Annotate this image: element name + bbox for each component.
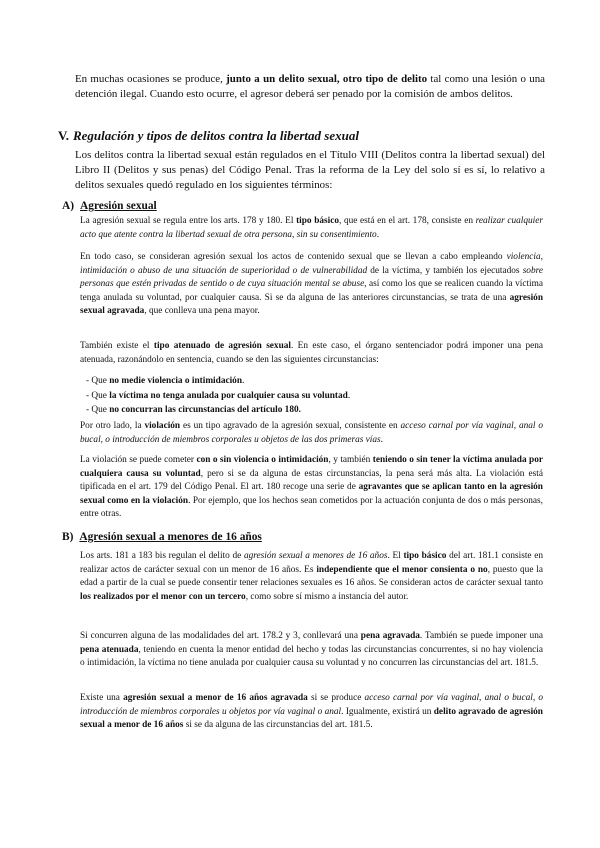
subsection-a-paragraph-1: La agresión sexual se regula entre los arts. 178 y 180. El tipo básico, que está en el art. 178, consiste en realizar cualquier acto que atente contra la libertad sexual de otra persona, sin su consentimiento. xyxy=(80,216,543,240)
subsection-b-paragraph-1: Los arts. 181 a 183 bis regulan el delito de agresión sexual a menores de 16 años. El tipo básico del art. 181.1 consiste en realizar actos de carácter sexual con un menor de 16 años. Es independiente que el menor consienta o no, puesto que la edad a partir de la cual se puede consentir tener relaciones sexuales es 16 años. Se consideran actos de carácter sexual tanto los realizados por el menor con un tercero, como sobre sí mismo a instancia del autor. xyxy=(80,551,544,602)
section-number: V. xyxy=(58,128,69,143)
subsection-a-paragraph-3: También existe el tipo atenuado de agresión sexual. En este caso, el órgano sentenciador podrá imponer una pena atenuada, razonándolo en sentencia, cuando se den las siguientes circunstancias: xyxy=(80,341,544,365)
subsection-a-heading: A) Agresión sexual xyxy=(62,200,157,212)
subsection-a-paragraph-5: La violación se puede cometer con o sin violencia o intimidación, y también teniendo o sin tener la víctima anulada por cualquiera causa su voluntad, pero si se da alguna de estas circunstancias, la pena será más alta. La violación está tipificada en el art. 179 del Código Penal. El art. 180 recoge una serie de agravantes que se aplican tanto en la agresión sexual como en la violación. Por ejemplo, que los hechos sean cometidos por la actuación conjunta de dos o más personas, entre otras. xyxy=(80,455,543,519)
subsection-a-paragraph-4: Por otro lado, la violación es un tipo agravado de la agresión sexual, consistente en acceso carnal por vía vaginal, anal o bucal, o introducción de miembros corporales u objetos de las dos primeras vías. xyxy=(80,421,544,445)
list-item: - Que la víctima no tenga anulada por cualquier causa su voluntad. xyxy=(86,389,350,404)
section-title: Regulación y tipos de delitos contra la libertad sexual xyxy=(72,128,359,143)
section-intro: Los delitos contra la libertad sexual están regulados en el Título VIII (Delitos contra la libertad sexual) del Libro II (Delitos y sus penas) del Código Penal. Tras la reforma de la Ley del solo sí es sí, lo relativo a delitos sexuales quedó regulado en los siguientes términos: xyxy=(75,149,545,191)
section-heading xyxy=(58,128,359,144)
subsection-b-paragraph-3: Existe una agresión sexual a menor de 16 años agravada si se produce acceso carnal por vía vaginal, anal o bucal, o introducción de miembros corporales u objetos por vía vaginal o anal. Igualmente, existirá un delito agravado de agresión sexual a menor de 16 años si se da alguna de las circunstancias del art. 181.5. xyxy=(80,693,543,730)
list-item: - Que no concurran las circunstancias del artículo 180. xyxy=(86,403,350,418)
subsection-b-heading: B) Agresión sexual a menores de 16 años xyxy=(62,531,262,543)
subsection-b-paragraph-2: Si concurren alguna de las modalidades del art. 178.2 y 3, conllevará una pena agravada. También se puede imponer una pena atenuada, teniendo en cuenta la menor entidad del hecho y todas las circunstancias concurrentes, si no hay violencia o intimidación, la víctima no tiene anulada por cualquier causa su voluntad y no concurren las circunstancias del art. 181.5. xyxy=(80,631,543,668)
list-item: - Que no medie violencia o intimidación. xyxy=(86,374,350,389)
intro-paragraph: En muchas ocasiones se produce, junto a un delito sexual, otro tipo de delito tal como una lesión o una detención ilegal. Cuando esto ocurre, el agresor deberá ser penado por la comisión de ambos delitos. xyxy=(75,73,545,100)
circumstances-list xyxy=(86,374,350,418)
subsection-a-paragraph-2: En todo caso, se consideran agresión sexual los actos de contenido sexual que se llevan a cabo empleando violencia, intimidación o abuso de una situación de superioridad o de vulnerabilidad de la víctima, y también los ejecutados sobre personas que estén privadas de sentido o de cuya situación mental se abuse, así como los que se realicen cuando la víctima tenga anulada su voluntad, por cualquier causa. Si se da alguna de las anteriores circunstancias, se trata de una agresión sexual agravada, que conlleva una pena mayor. xyxy=(80,252,544,316)
